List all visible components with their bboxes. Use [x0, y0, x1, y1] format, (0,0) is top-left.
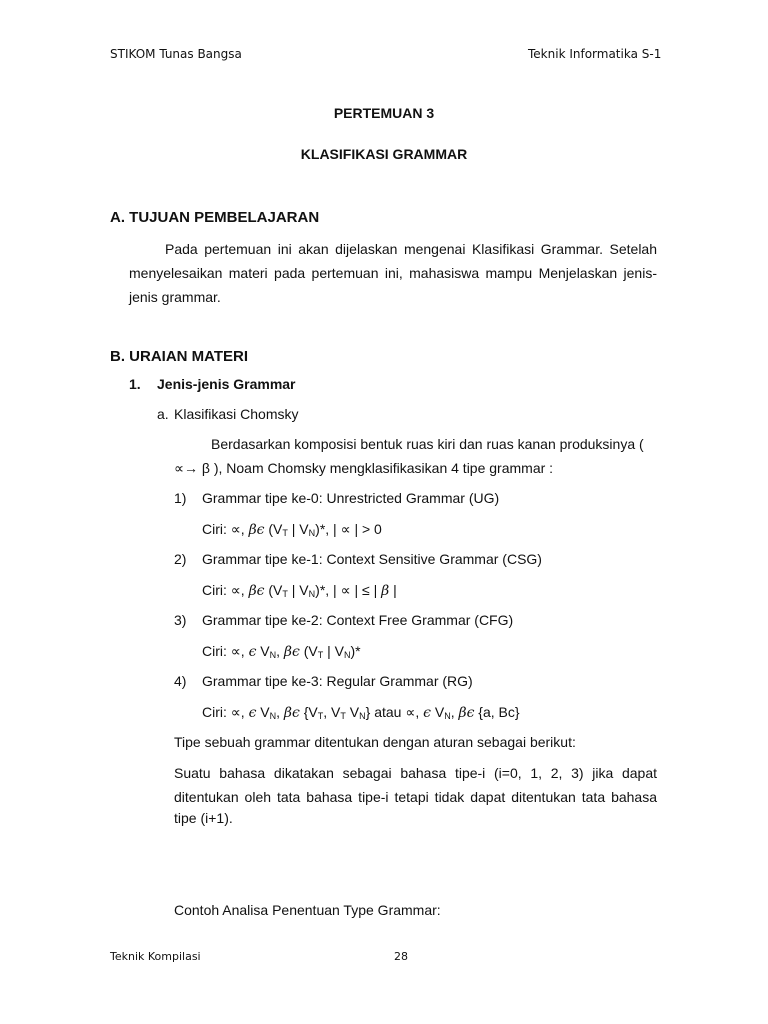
page-subtitle: KLASIFIKASI GRAMMAR [300, 146, 468, 162]
type-0-title: Grammar tipe ke-0: Unrestricted Grammar (UG) [202, 490, 500, 506]
definition-line2: ditentukan oleh tata bahasa tipe-i tetapi tidak dapat ditentukan tata bahasa [174, 789, 657, 805]
type-1-title: Grammar tipe ke-1: Context Sensitive Grammar (CSG) [202, 551, 542, 567]
section-b-heading: B. URAIAN MATERI [110, 348, 249, 365]
definition-line3: tipe (i+1). [174, 810, 233, 826]
header-left: STIKOM Tunas Bangsa [110, 47, 242, 61]
page-number: 28 [394, 950, 408, 963]
item1-number: 1. [129, 376, 141, 392]
sub-a-title: Klasifikasi Chomsky [174, 406, 299, 422]
footer-left: Teknik Kompilasi [110, 950, 201, 963]
type-2-ciri: Ciri: ∝, ϵ $V_N$, βϵ ($V_T$ | $V_N)*$ [202, 643, 361, 660]
sub-a-label: a. [157, 406, 169, 422]
definition-line1: Suatu bahasa dikatakan sebagai bahasa tipe-i (i=0, 1, 2, 3) jika dapat [174, 765, 657, 781]
ciri-label: Ciri: [202, 643, 227, 659]
type-3-number: 4) [174, 673, 187, 689]
ciri-label: Ciri: [202, 704, 227, 720]
type-0-ciri: Ciri: ∝, βϵ ($V_T$ | $V_N)*$, | ∝ | > 0 [202, 521, 382, 538]
type-1-number: 2) [174, 551, 187, 567]
type-3-ciri: Ciri: ∝, ϵ $V_N$, βϵ {$V_T$, $V_T$ $V_N$} atau ∝, ϵ $V_N$, βϵ {a, Bc} [202, 704, 520, 721]
rule-line: Tipe sebuah grammar ditentukan dengan aturan sebagai berikut: [174, 734, 576, 750]
intro-line2: ∝→ β ), Noam Chomsky mengklasifikasikan 4 tipe grammar : [174, 460, 554, 476]
type-3-title: Grammar tipe ke-3: Regular Grammar (RG) [202, 673, 473, 689]
item1-title: Jenis-jenis Grammar [157, 376, 296, 392]
type-2-title: Grammar tipe ke-2: Context Free Grammar (CFG) [202, 612, 514, 628]
page-title: PERTEMUAN 3 [333, 105, 435, 121]
header-right: Teknik Informatika S-1 [528, 47, 662, 61]
intro-line1: Berdasarkan komposisi bentuk ruas kiri dan ruas kanan produksinya ( [211, 436, 644, 452]
example-heading: Contoh Analisa Penentuan Type Grammar: [174, 902, 441, 918]
ciri-label: Ciri: [202, 582, 227, 598]
section-a-heading: A. TUJUAN PEMBELAJARAN [110, 209, 320, 226]
section-a-para-line1: Pada pertemuan ini akan dijelaskan mengenai Klasifikasi Grammar. Setelah [165, 241, 657, 257]
section-a-para-line2: menyelesaikan materi pada pertemuan ini, mahasiswa mampu Menjelaskan jenis- [129, 265, 657, 281]
ciri-label: Ciri: [202, 521, 227, 537]
type-2-number: 3) [174, 612, 187, 628]
type-0-number: 1) [174, 490, 187, 506]
type-1-ciri: Ciri: ∝, βϵ ($V_T$ | $V_N)*$, | ∝ | ≤ | β | [202, 582, 397, 599]
section-a-para-line3: jenis grammar. [129, 289, 221, 305]
